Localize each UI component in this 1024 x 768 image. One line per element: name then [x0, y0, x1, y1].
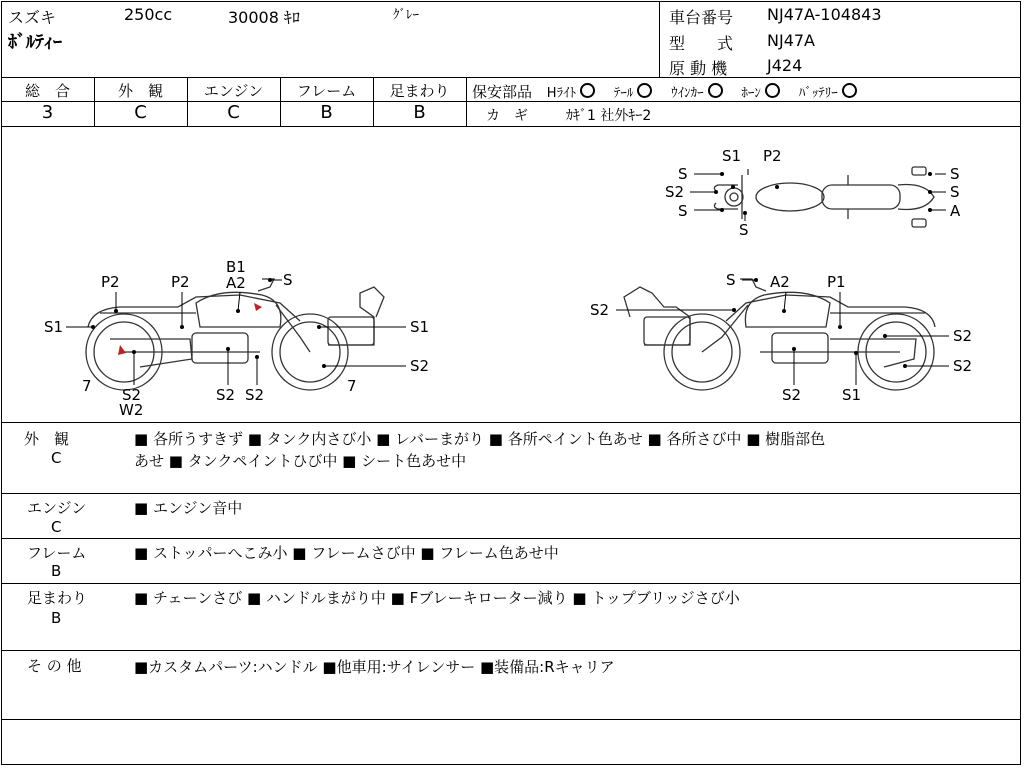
remark-suspension-line1: ■ チェーンさび ■ ハンドルまがり中 ■ Fブレーキローター減り ■ トップブリッジさび小	[134, 589, 740, 607]
left-label-p2: P2	[171, 273, 190, 291]
top-view-labels	[665, 147, 961, 239]
model-name: ﾎﾞﾙﾃｨｰ	[8, 32, 62, 53]
left-label-s2: S2	[216, 386, 236, 404]
top-label-p2: P2	[763, 147, 782, 165]
grade-overall-label: 総 合	[24, 82, 70, 100]
grade-suspension-value: B	[413, 102, 426, 123]
grade-exterior-label: 外 観	[117, 82, 163, 100]
left-label-a2: A2	[226, 274, 246, 292]
right-label-p1: P1	[827, 273, 846, 291]
left-label-s1: S1	[44, 318, 64, 336]
winker-ok-mark	[708, 83, 723, 98]
remark-suspension-grade: B	[51, 609, 62, 627]
left-label-b1: B1	[226, 258, 246, 276]
color: ｸﾞﾚｰ	[393, 8, 419, 23]
horn-ok-mark	[765, 83, 780, 98]
right-label-s1: S1	[842, 386, 862, 404]
remark-frame-grade: B	[51, 562, 62, 580]
left-label-7: 7	[82, 377, 92, 395]
top-label-s: S	[950, 165, 960, 183]
top-view	[714, 167, 934, 227]
top-label-s: S	[739, 221, 749, 239]
right-view-dots	[732, 278, 907, 368]
remark-exterior-line1: ■ 各所うすきず ■ タンク内さび小 ■ レバーまがり ■ 各所ペイント色あせ ■ 各所さび中 ■ 樹脂部色	[134, 430, 826, 448]
remark-divider	[1, 538, 1021, 539]
left-view-labels	[44, 258, 429, 419]
remark-divider	[1, 493, 1021, 494]
right-label-s2: S2	[953, 357, 973, 375]
remark-other-line1: ■カスタムパーツ:ハンドル ■他車用:サイレンサー ■装備品:Rキャリア	[134, 658, 615, 676]
key-value: ｶｷﾞ1 社外ｷｰ2	[566, 108, 652, 124]
left-label-s2: S2	[245, 386, 265, 404]
remark-divider	[1, 583, 1021, 584]
left-view-dots	[91, 278, 326, 368]
remark-engine-line1: ■ エンジン音中	[134, 499, 243, 517]
safety-headlight: Hﾗｲﾄ	[546, 86, 577, 101]
displacement: 250cc	[124, 5, 173, 24]
left-label-s: S	[283, 271, 293, 289]
remark-suspension-label: 足まわり	[27, 589, 88, 607]
safety-label: 保安部品	[472, 83, 533, 101]
top-label-s1: S1	[722, 147, 742, 165]
remark-other-label: そ の 他	[27, 657, 82, 675]
maker: スズキ	[8, 8, 57, 27]
mileage: 30008 ｷﾛ	[228, 8, 300, 27]
top-label-s: S	[678, 202, 688, 220]
damage-diagram	[0, 127, 1022, 422]
right-label-s: S	[726, 271, 736, 289]
remark-engine-label: エンジン	[27, 499, 87, 517]
grade-overall-value: 3	[41, 102, 54, 123]
remark-divider	[1, 650, 1021, 651]
grade-top-line	[1, 77, 1021, 78]
remark-frame-line1: ■ ストッパーへこみ小 ■ フレームさび中 ■ フレーム色あせ中	[134, 544, 559, 562]
grade-suspension-label: 足まわり	[389, 82, 450, 100]
headlight-ok-mark	[580, 83, 595, 98]
top-label-s: S	[678, 165, 688, 183]
remark-divider	[1, 719, 1021, 720]
header-divider	[659, 1, 660, 77]
right-label-s2: S2	[782, 386, 802, 404]
grade-frame-value: B	[320, 102, 333, 123]
type-value: NJ47A	[767, 31, 815, 50]
safety-horn: ﾎｰﾝ	[741, 86, 761, 101]
remark-frame-label: フレーム	[27, 544, 87, 562]
left-label-s2: S2	[122, 386, 142, 404]
grade-engine-value: C	[227, 102, 240, 123]
left-label-7: 7	[347, 377, 357, 395]
remark-engine-grade: C	[51, 518, 62, 536]
top-label-s: S	[950, 183, 960, 201]
diagram-bottom-line	[1, 422, 1021, 423]
right-side-view	[624, 279, 935, 390]
grade-frame-label: フレーム	[296, 82, 357, 100]
top-label-s2: S2	[665, 183, 685, 201]
right-label-s2: S2	[590, 301, 610, 319]
safety-tail: ﾃｰﾙ	[613, 86, 634, 101]
left-label-s2: S2	[410, 357, 430, 375]
safety-parts	[472, 81, 863, 102]
left-label-p2: P2	[101, 273, 120, 291]
right-label-a2: A2	[770, 273, 790, 291]
left-side-view	[86, 279, 384, 390]
tail-ok-mark	[637, 83, 652, 98]
engine-value: J424	[767, 56, 803, 75]
battery-ok-mark	[842, 83, 857, 98]
left-view-red-mark	[118, 303, 262, 355]
grade-engine-label: エンジン	[203, 82, 264, 100]
left-label-s1: S1	[410, 318, 430, 336]
grade-exterior-value: C	[134, 102, 147, 123]
engine-label: 原 動 機	[669, 59, 728, 78]
left-label-w2: W2	[119, 401, 144, 419]
safety-winker: ｳｲﾝｶｰ	[671, 86, 704, 101]
top-label-a: A	[950, 202, 961, 220]
remark-exterior-label: 外 観	[24, 430, 70, 448]
remark-exterior-grade: C	[51, 449, 62, 467]
chassis-label: 車台番号	[669, 8, 734, 27]
top-view-leaders	[690, 174, 946, 221]
type-label: 型 式	[669, 34, 734, 53]
chassis-value: NJ47A-104843	[767, 5, 882, 24]
safety-battery: ﾊﾞｯﾃﾘｰ	[798, 86, 838, 101]
key-label: カ ギ	[486, 108, 528, 124]
right-label-s2: S2	[953, 327, 973, 345]
remark-exterior-line2: あせ ■ タンクペイントひび中 ■ シート色あせ中	[134, 452, 467, 470]
